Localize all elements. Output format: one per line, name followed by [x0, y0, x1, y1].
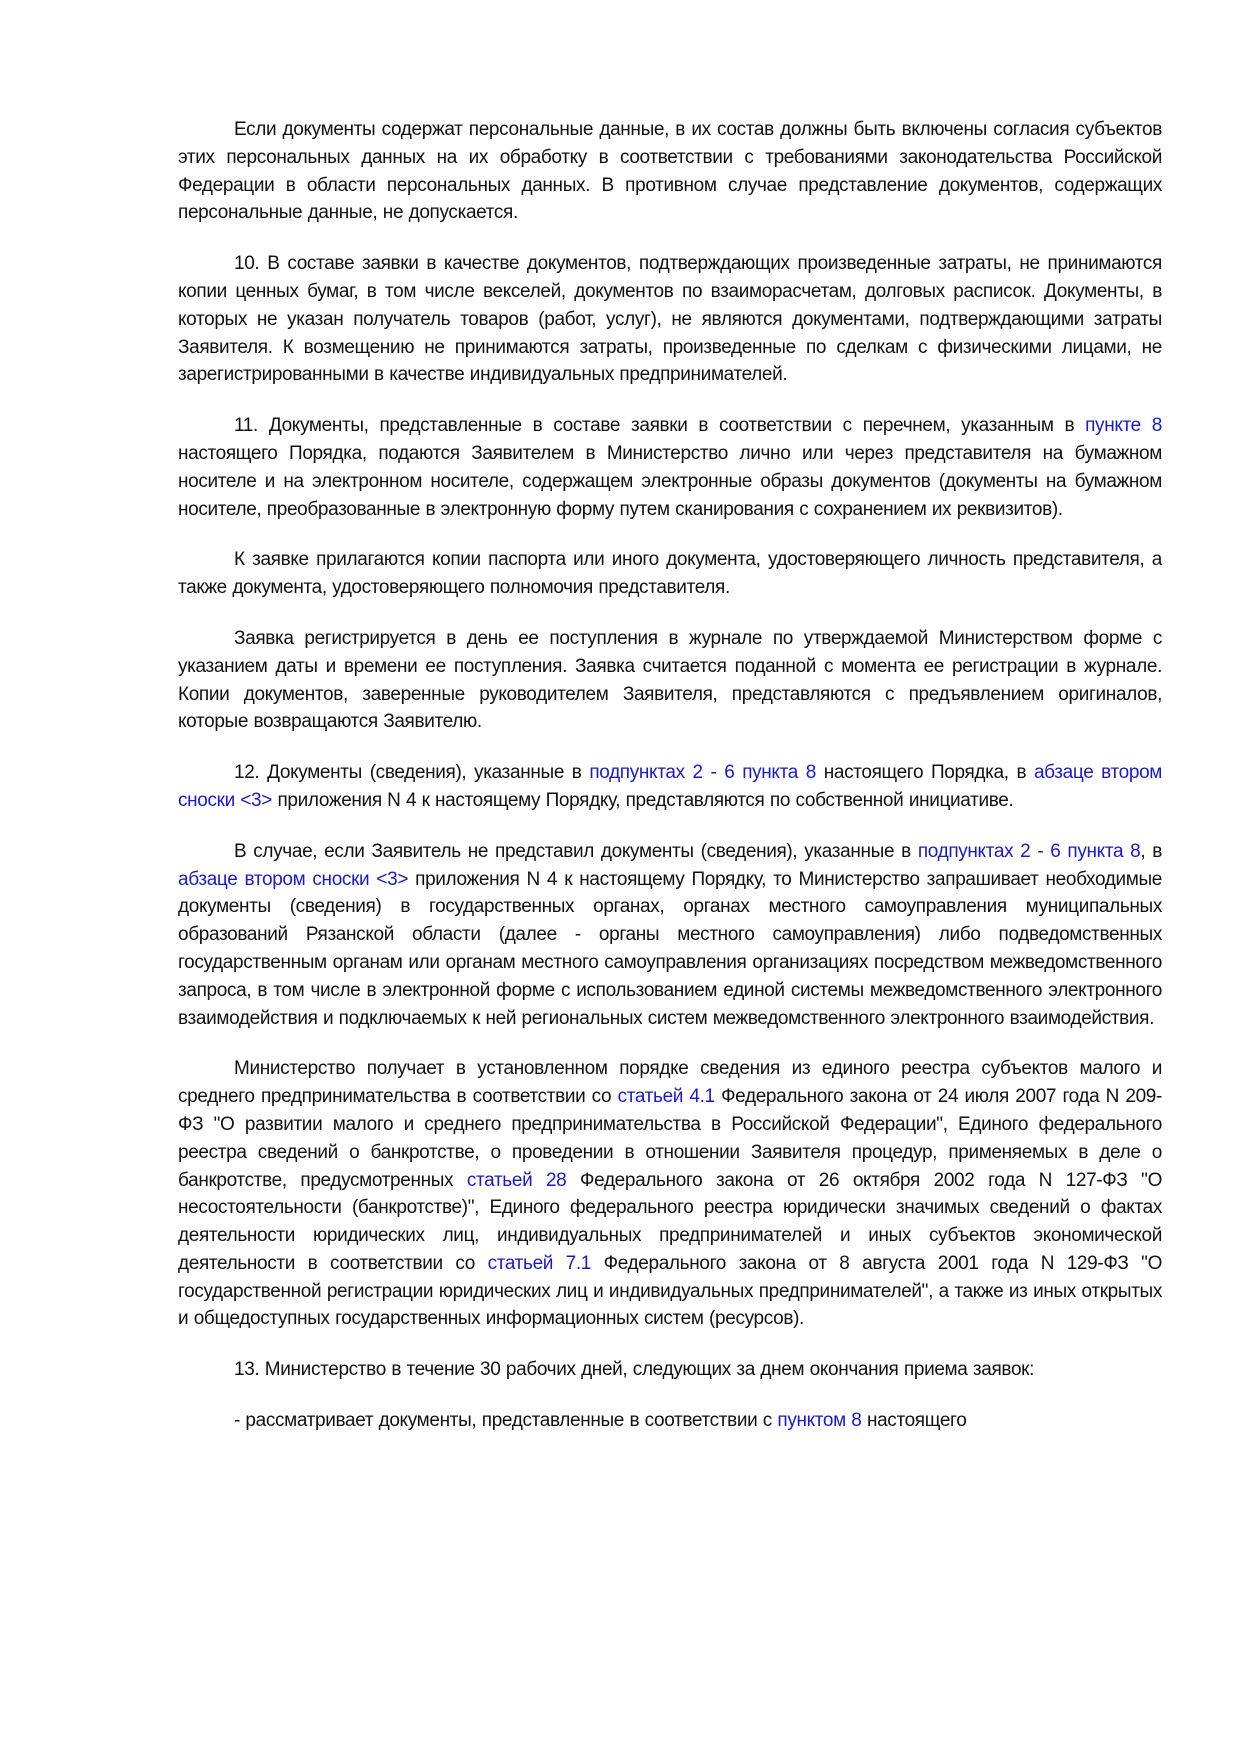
text: Если документы содержат персональные данные, в их состав должны быть включены согласия субъектов этих персональных данных на их обработку в соответствии с требованиями законодательства Российской Федерации в области персональных данных. В противном случае представление документов, содержащих персональные данные, не допускается.: [178, 119, 1162, 224]
paragraph-13: [178, 1356, 1162, 1384]
paragraph-personal-data: [178, 116, 1162, 227]
document-page: [178, 116, 1162, 1458]
link-article-7-1[interactable]: статьей 7.1: [487, 1252, 592, 1274]
link-article-28[interactable]: статьей 28: [466, 1169, 567, 1191]
link-article-4-1[interactable]: статьей 4.1: [617, 1086, 715, 1108]
text: 13. Министерство в течение 30 рабочих дней, следующих за днем окончания приема заявок:: [234, 1359, 1035, 1381]
text: В случае, если Заявитель не представил документы (сведения), указанные в: [234, 840, 918, 862]
text: Заявка регистрируется в день ее поступления в журнале по утверждаемой Министерством форме с указанием даты и времени ее поступления. Заявка считается поданной с момента ее регистрации в журнале. Копии документов, заверенные руководителем Заявителя, представляются с предъявлением оригиналов, которые возвращаются Заявителю.: [178, 627, 1162, 733]
text: Федерального закона от 24 июля 2007 года N 209-ФЗ "О развитии малого и среднего предпринимательства в Российской Федерации", Единого федерального реестра сведений о банкротстве, о проведении в отношении Заявителя процедур, применяемых в деле о банкротстве, предусмотренных: [178, 1086, 1162, 1191]
paragraph-13-item: [178, 1407, 1162, 1435]
paragraph-12-registers: [178, 1055, 1162, 1333]
link-subpoints-2-6-punkt-8[interactable]: подпунктах 2 - 6 пункта 8: [589, 762, 816, 784]
paragraph-12: [178, 759, 1162, 815]
link-footnote-3-paragraph-2[interactable]: абзаце втором сноски <3>: [178, 868, 409, 890]
text: настоящего Порядка, подаются Заявителем в Министерство лично или через представителя на бумажном носителе и на электронном носителе, содержащем электронные образы документов (документы на бумажном носителе, преобразованные в электронную форму путем сканирования с сохранением их реквизитов).: [178, 442, 1162, 520]
text: К заявке прилагаются копии паспорта или иного документа, удостоверяющего личность представителя, а также документа, удостоверяющего полномочия представителя.: [178, 549, 1162, 599]
paragraph-11-passport: [178, 546, 1162, 602]
text: настоящего: [861, 1410, 967, 1432]
text: настоящего Порядка, в: [815, 762, 1034, 784]
paragraph-10: [178, 250, 1162, 389]
text: 11. Документы, представленные в составе заявки в соответствии с перечнем, указанным в: [234, 415, 1086, 437]
text: Федерального закона от 26 октября 2002 года N 127-ФЗ "О несостоятельности (банкротстве)", Единого федерального реестра юридически значимых сведений о фактах деятельности юридических лиц, индивидуальных предпринимателей и иных субъектов экономической деятельности в соответствии со: [178, 1169, 1162, 1274]
paragraph-12-request: [178, 838, 1162, 1033]
paragraph-11-registration: [178, 625, 1162, 736]
link-footnote-3-paragraph-2[interactable]: абзаце втором сноски <3>: [178, 762, 1163, 811]
text: - рассматривает документы, представленные в соответствии с: [234, 1410, 778, 1432]
paragraph-11: [178, 412, 1162, 523]
text: 12. Документы (сведения), указанные в: [234, 762, 590, 784]
text: , в: [1140, 840, 1162, 862]
text: 10. В составе заявки в качестве документов, подтверждающих произведенные затраты, не принимаются копии ценных бумаг, в том числе векселей, документов по взаиморасчетам, долговых расписок. Документы, в которых не указан получатель товаров (работ, услуг), не являются документами, подтверждающими затраты Заявителя. К возмещению не принимаются затраты, произведенные по сделкам с физическими лицами, не зарегистрированными в качестве индивидуальных предпринимателей.: [178, 253, 1162, 386]
text: Федерального закона от 8 августа 2001 года N 129-ФЗ "О государственной регистрации юридических лиц и индивидуальных предпринимателей", а также из иных открытых и общедоступных государственных информационных систем (ресурсов).: [178, 1252, 1162, 1330]
link-punkt-8[interactable]: пункте 8: [1085, 415, 1162, 437]
link-subpoints-2-6-punkt-8[interactable]: подпунктах 2 - 6 пункта 8: [917, 840, 1141, 862]
text: приложения N 4 к настоящему Порядку, то Министерство запрашивает необходимые документы (сведения) в государственных органах, органах местного самоуправления муниципальных образований Рязанской области (далее - органы местного самоуправления) либо подведомственных государственным органам или органам местного самоуправления организациях посредством межведомственного запроса, в том числе в электронной форме с использованием единой системы межведомственного электронного взаимодействия и подключаемых к ней региональных систем межведомственного электронного взаимодействия.: [178, 868, 1162, 1029]
link-punktom-8[interactable]: пунктом 8: [777, 1410, 862, 1432]
text: приложения N 4 к настоящему Порядку, представляются по собственной инициативе.: [272, 789, 1014, 811]
text: Министерство получает в установленном порядке сведения из единого реестра субъектов малого и среднего предпринимательства в соответствии со: [178, 1058, 1162, 1108]
